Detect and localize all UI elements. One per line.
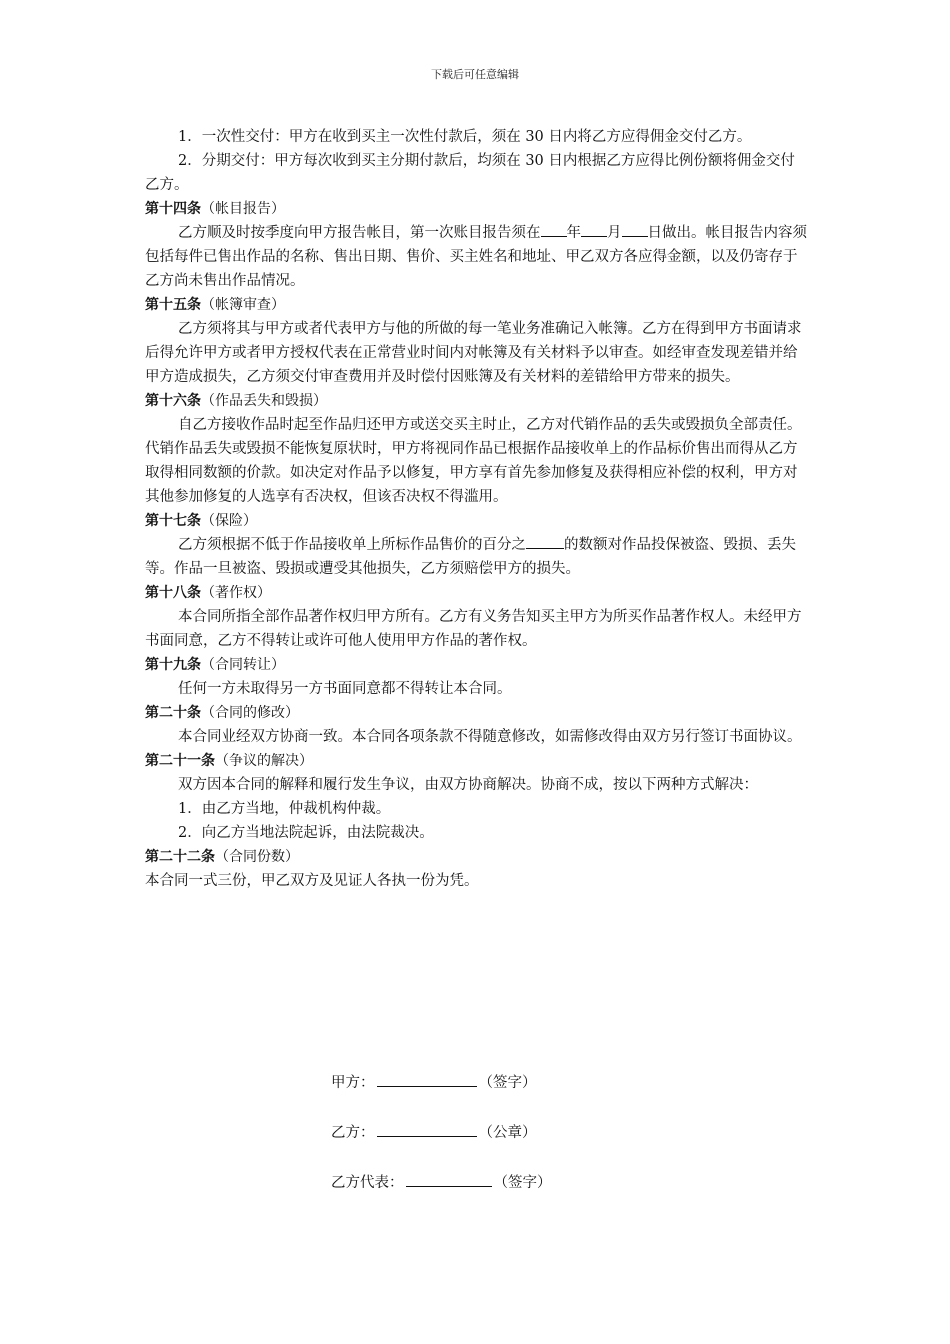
article-17-heading <box>145 509 809 533</box>
article-17-text-b: 的数额对作品投保被盗、毁损、丢失等。作品一旦被盗、毁损或遭受其他损失，乙方须赔偿甲方的损失。 <box>145 537 796 577</box>
percent-blank <box>526 534 564 549</box>
party-a-note: （签字） <box>478 1075 537 1091</box>
article-22-text: 本合同一式三份，甲乙双方及见证人各执一份为凭。 <box>145 873 479 889</box>
day-blank <box>622 222 648 237</box>
article-22-number: 第二十二条 <box>145 849 215 865</box>
party-b-label: 乙方： <box>331 1125 375 1141</box>
signature-party-b-rep <box>331 1170 552 1195</box>
article-14-text <box>145 221 809 293</box>
month-label: 月 <box>607 225 622 241</box>
article-18-title: （著作权） <box>201 585 271 601</box>
article-19-heading <box>145 653 809 677</box>
article-17-title: （保险） <box>201 513 257 529</box>
article-21-title: （争议的解决） <box>215 753 313 769</box>
article-17-number: 第十七条 <box>145 513 201 529</box>
dispute-option-1: 1．由乙方当地，仲裁机构仲裁。 <box>178 801 391 817</box>
payment-clause-2: 2．分期交付：甲方每次收到买主分期付款后，均须在 30 日内根据乙方应得比例份额将佣金交付乙方。 <box>145 153 795 193</box>
article-15-number: 第十五条 <box>145 297 201 313</box>
article-17-text-a: 乙方须根据不低于作品接收单上所标作品售价的百分之 <box>178 537 526 553</box>
article-19-text: 任何一方未取得另一方书面同意都不得转让本合同。 <box>178 681 512 697</box>
article-18-heading <box>145 581 809 605</box>
article-14-text-a: 乙方顺及时按季度向甲方报告帐目，第一次账目报告须在 <box>178 225 541 241</box>
article-19-title: （合同转让） <box>201 657 285 673</box>
article-14-title: （帐目报告） <box>201 201 285 217</box>
month-blank <box>581 222 607 237</box>
article-15-text: 乙方须将其与甲方或者代表甲方与他的所做的每一笔业务准确记入帐簿。乙方在得到甲方书面请求后得允许甲方或者甲方授权代表在正常营业时间内对帐簿及有关材料予以审查。如经审查发现差错并给甲方造成损失，乙方须交付审查费用并及时偿付因账簿及有关材料的差错给甲方带来的损失。 <box>145 321 802 385</box>
article-21-number: 第二十一条 <box>145 753 215 769</box>
article-21-heading <box>145 749 809 773</box>
year-blank <box>541 222 567 237</box>
article-17-text <box>145 533 809 581</box>
year-label: 年 <box>566 225 581 241</box>
party-a-signature-line <box>377 1070 477 1087</box>
article-15-heading <box>145 293 809 317</box>
page-header: 下载后可任意编辑 <box>431 68 519 81</box>
article-14-heading <box>145 197 809 221</box>
article-15-title: （帐簿审查） <box>201 297 285 313</box>
article-14-text-b: 日做出。帐目报告内容须包括每件已售出作品的名称、售出日期、售价、买主姓名和地址、甲乙双方各应得金额，以及仍寄存于乙方尚未售出作品情况。 <box>145 225 807 289</box>
article-18-number: 第十八条 <box>145 585 201 601</box>
article-16-text: 自乙方接收作品时起至作品归还甲方或送交买主时止，乙方对代销作品的丢失或毁损负全部责任。代销作品丢失或毁损不能恢复原状时，甲方将视同作品已根据作品接收单上的作品标价售出而得从乙方取得相同数额的价款。如决定对作品予以修复，甲方享有首先参加修复及获得相应补偿的权利，甲方对其他参加修复的人选享有否决权，但该否决权不得滥用。 <box>145 417 802 505</box>
party-b-rep-label: 乙方代表： <box>331 1175 404 1191</box>
article-16-number: 第十六条 <box>145 393 201 409</box>
contract-body <box>145 125 809 893</box>
party-b-rep-signature-line <box>406 1170 492 1187</box>
party-b-seal-line <box>377 1120 477 1137</box>
dispute-option-2: 2．向乙方当地法院起诉，由法院裁决。 <box>178 825 434 841</box>
article-22-heading <box>145 845 809 869</box>
article-20-text: 本合同业经双方协商一致。本合同各项条款不得随意修改，如需修改得由双方另行签订书面协议。 <box>178 729 802 745</box>
article-16-title: （作品丢失和毁损） <box>201 393 327 409</box>
article-19-number: 第十九条 <box>145 657 201 673</box>
article-20-heading <box>145 701 809 725</box>
article-14-number: 第十四条 <box>145 201 201 217</box>
signature-party-a <box>331 1070 537 1095</box>
article-21-text: 双方因本合同的解释和履行发生争议，由双方协商解决。协商不成，按以下两种方式解决： <box>178 777 758 793</box>
party-b-note: （公章） <box>478 1125 537 1141</box>
party-b-rep-note: （签字） <box>493 1175 552 1191</box>
article-16-heading <box>145 389 809 413</box>
article-20-title: （合同的修改） <box>201 705 299 721</box>
article-20-number: 第二十条 <box>145 705 201 721</box>
signature-party-b <box>331 1120 537 1145</box>
article-18-text: 本合同所指全部作品著作权归甲方所有。乙方有义务告知买主甲方为所买作品著作权人。未经甲方书面同意，乙方不得转让或许可他人使用甲方作品的著作权。 <box>145 609 802 649</box>
party-a-label: 甲方： <box>331 1075 375 1091</box>
article-22-title: （合同份数） <box>215 849 299 865</box>
payment-clause-1: 1．一次性交付：甲方在收到买主一次性付款后，须在 30 日内将乙方应得佣金交付乙方。 <box>178 129 752 145</box>
